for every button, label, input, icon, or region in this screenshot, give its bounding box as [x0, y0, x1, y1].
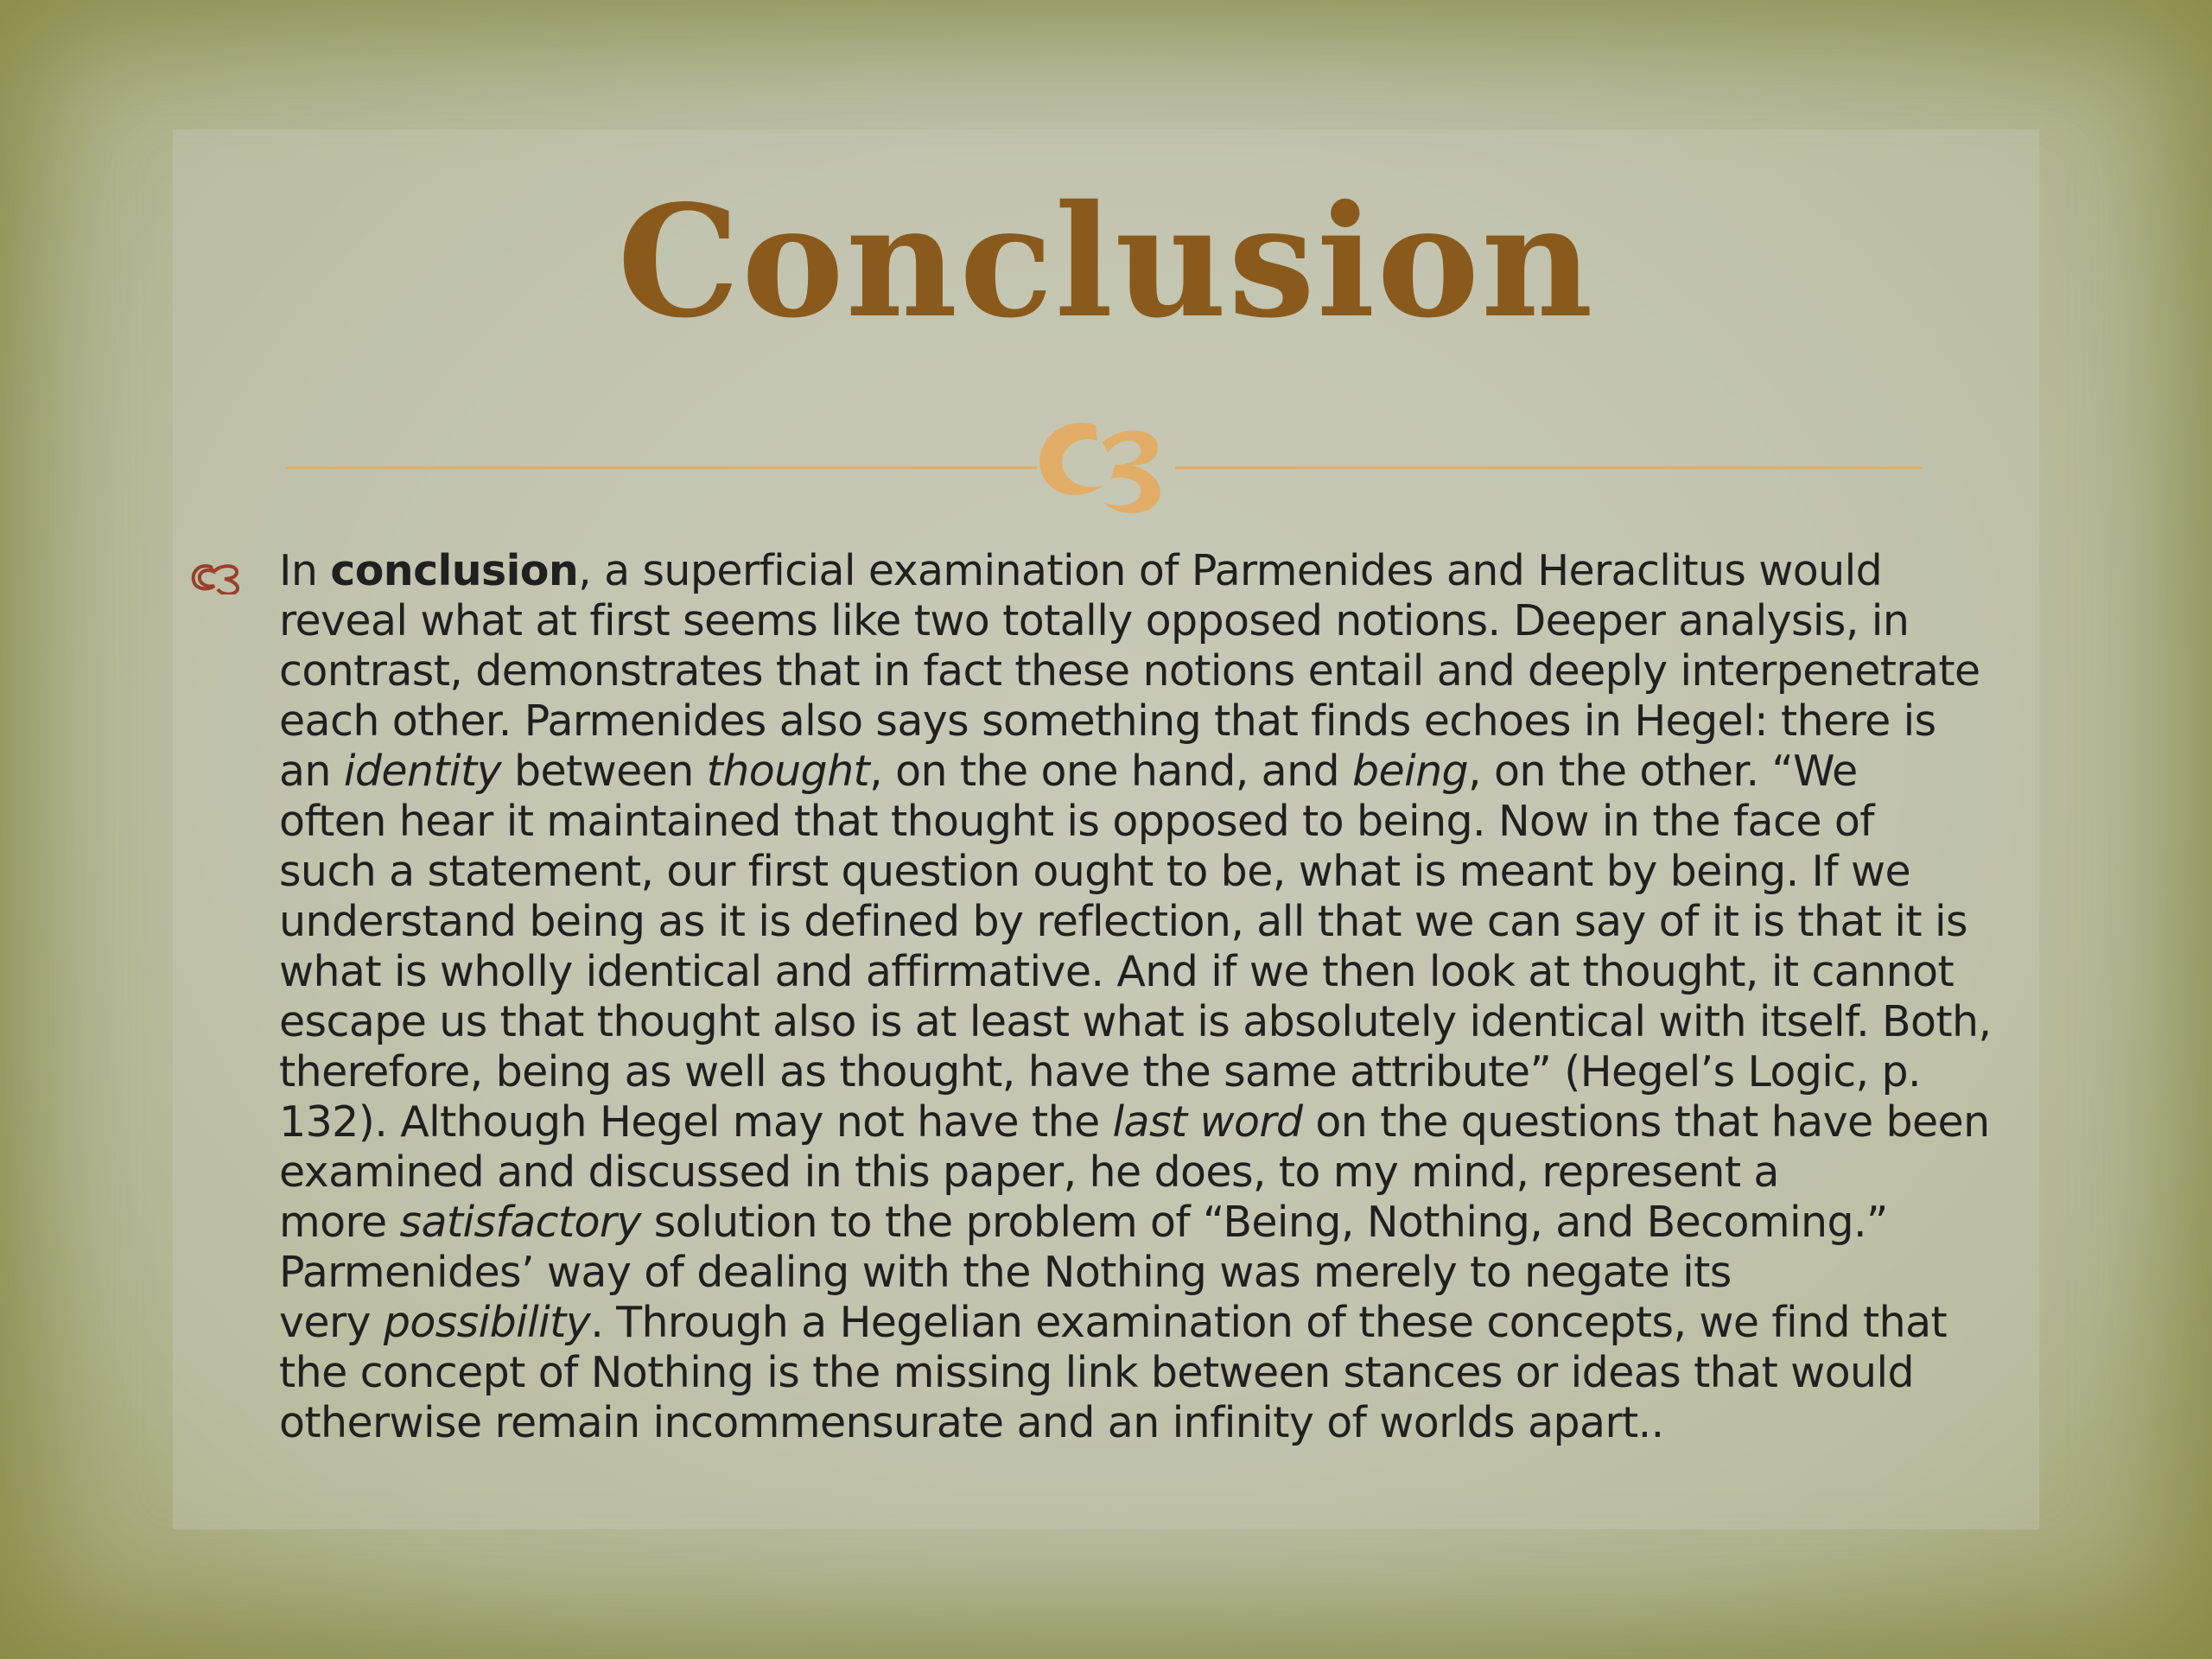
paragraph-line-10: escape us that thought also is at least what is absolutely identical with itself. Both,	[279, 997, 1992, 1046]
swirl-ornament-icon	[1028, 406, 1184, 518]
italic-term: last word	[1112, 1097, 1303, 1147]
paragraph-line-17: the concept of Nothing is the missing link between stances or ideas that would	[279, 1348, 1914, 1397]
paragraph-line-9: what is wholly identical and affirmative. And if we then look at thought, it cannot	[279, 947, 1955, 996]
italic-term: possibility	[383, 1298, 591, 1347]
paragraph-line-14: more satisfactory solution to the problem of “Being, Nothing, and Becoming.”	[279, 1198, 1888, 1247]
paragraph-line-13: examined and discussed in this paper, he does, to my mind, represent a	[279, 1147, 1779, 1197]
conclusion-paragraph	[279, 546, 2085, 1448]
swirl-bullet-icon	[190, 560, 244, 594]
divider-line-right	[1175, 467, 1923, 469]
paragraph-line-1: In conclusion, a superficial examination of Parmenides and Heraclitus would	[279, 546, 1883, 595]
bold-term: conclusion	[330, 546, 579, 595]
paragraph-line-6: often hear it maintained that thought is opposed to being. Now in the face of	[279, 797, 1874, 846]
italic-term: identity	[343, 747, 502, 796]
paragraph-line-12: 132). Although Hegel may not have the last word on the questions that have been	[279, 1097, 1990, 1147]
paragraph-line-2: reveal what at first seems like two totally opposed notions. Deeper analysis, in	[279, 596, 1910, 645]
paragraph-line-5: an identity between thought, on the one hand, and being, on the other. “We	[279, 747, 1858, 796]
italic-term: being	[1352, 747, 1469, 796]
italic-term: thought	[706, 747, 870, 796]
paragraph-line-8: understand being as it is defined by reflection, all that we can say of it is that it is	[279, 897, 1967, 946]
paragraph-line-15: Parmenides’ way of dealing with the Nothing was merely to negate its	[279, 1248, 1732, 1297]
paragraph-line-7: such a statement, our first question ought to be, what is meant by being. If we	[279, 847, 1911, 896]
paragraph-line-16: very possibility. Through a Hegelian examination of these concepts, we find that	[279, 1298, 1948, 1347]
italic-term: satisfactory	[399, 1198, 641, 1247]
slide-title: Conclusion	[617, 171, 1595, 352]
paragraph-line-4: each other. Parmenides also says something that finds echoes in Hegel: there is	[279, 696, 1936, 746]
paragraph-line-18: otherwise remain incommensurate and an infinity of worlds apart..	[279, 1398, 1664, 1447]
paragraph-line-11: therefore, being as well as thought, have the same attribute” (Hegel’s Logic, p.	[279, 1047, 1921, 1096]
divider-line-left	[285, 467, 1037, 469]
paragraph-line-3: contrast, demonstrates that in fact these notions entail and deeply interpenetrate	[279, 646, 1980, 696]
